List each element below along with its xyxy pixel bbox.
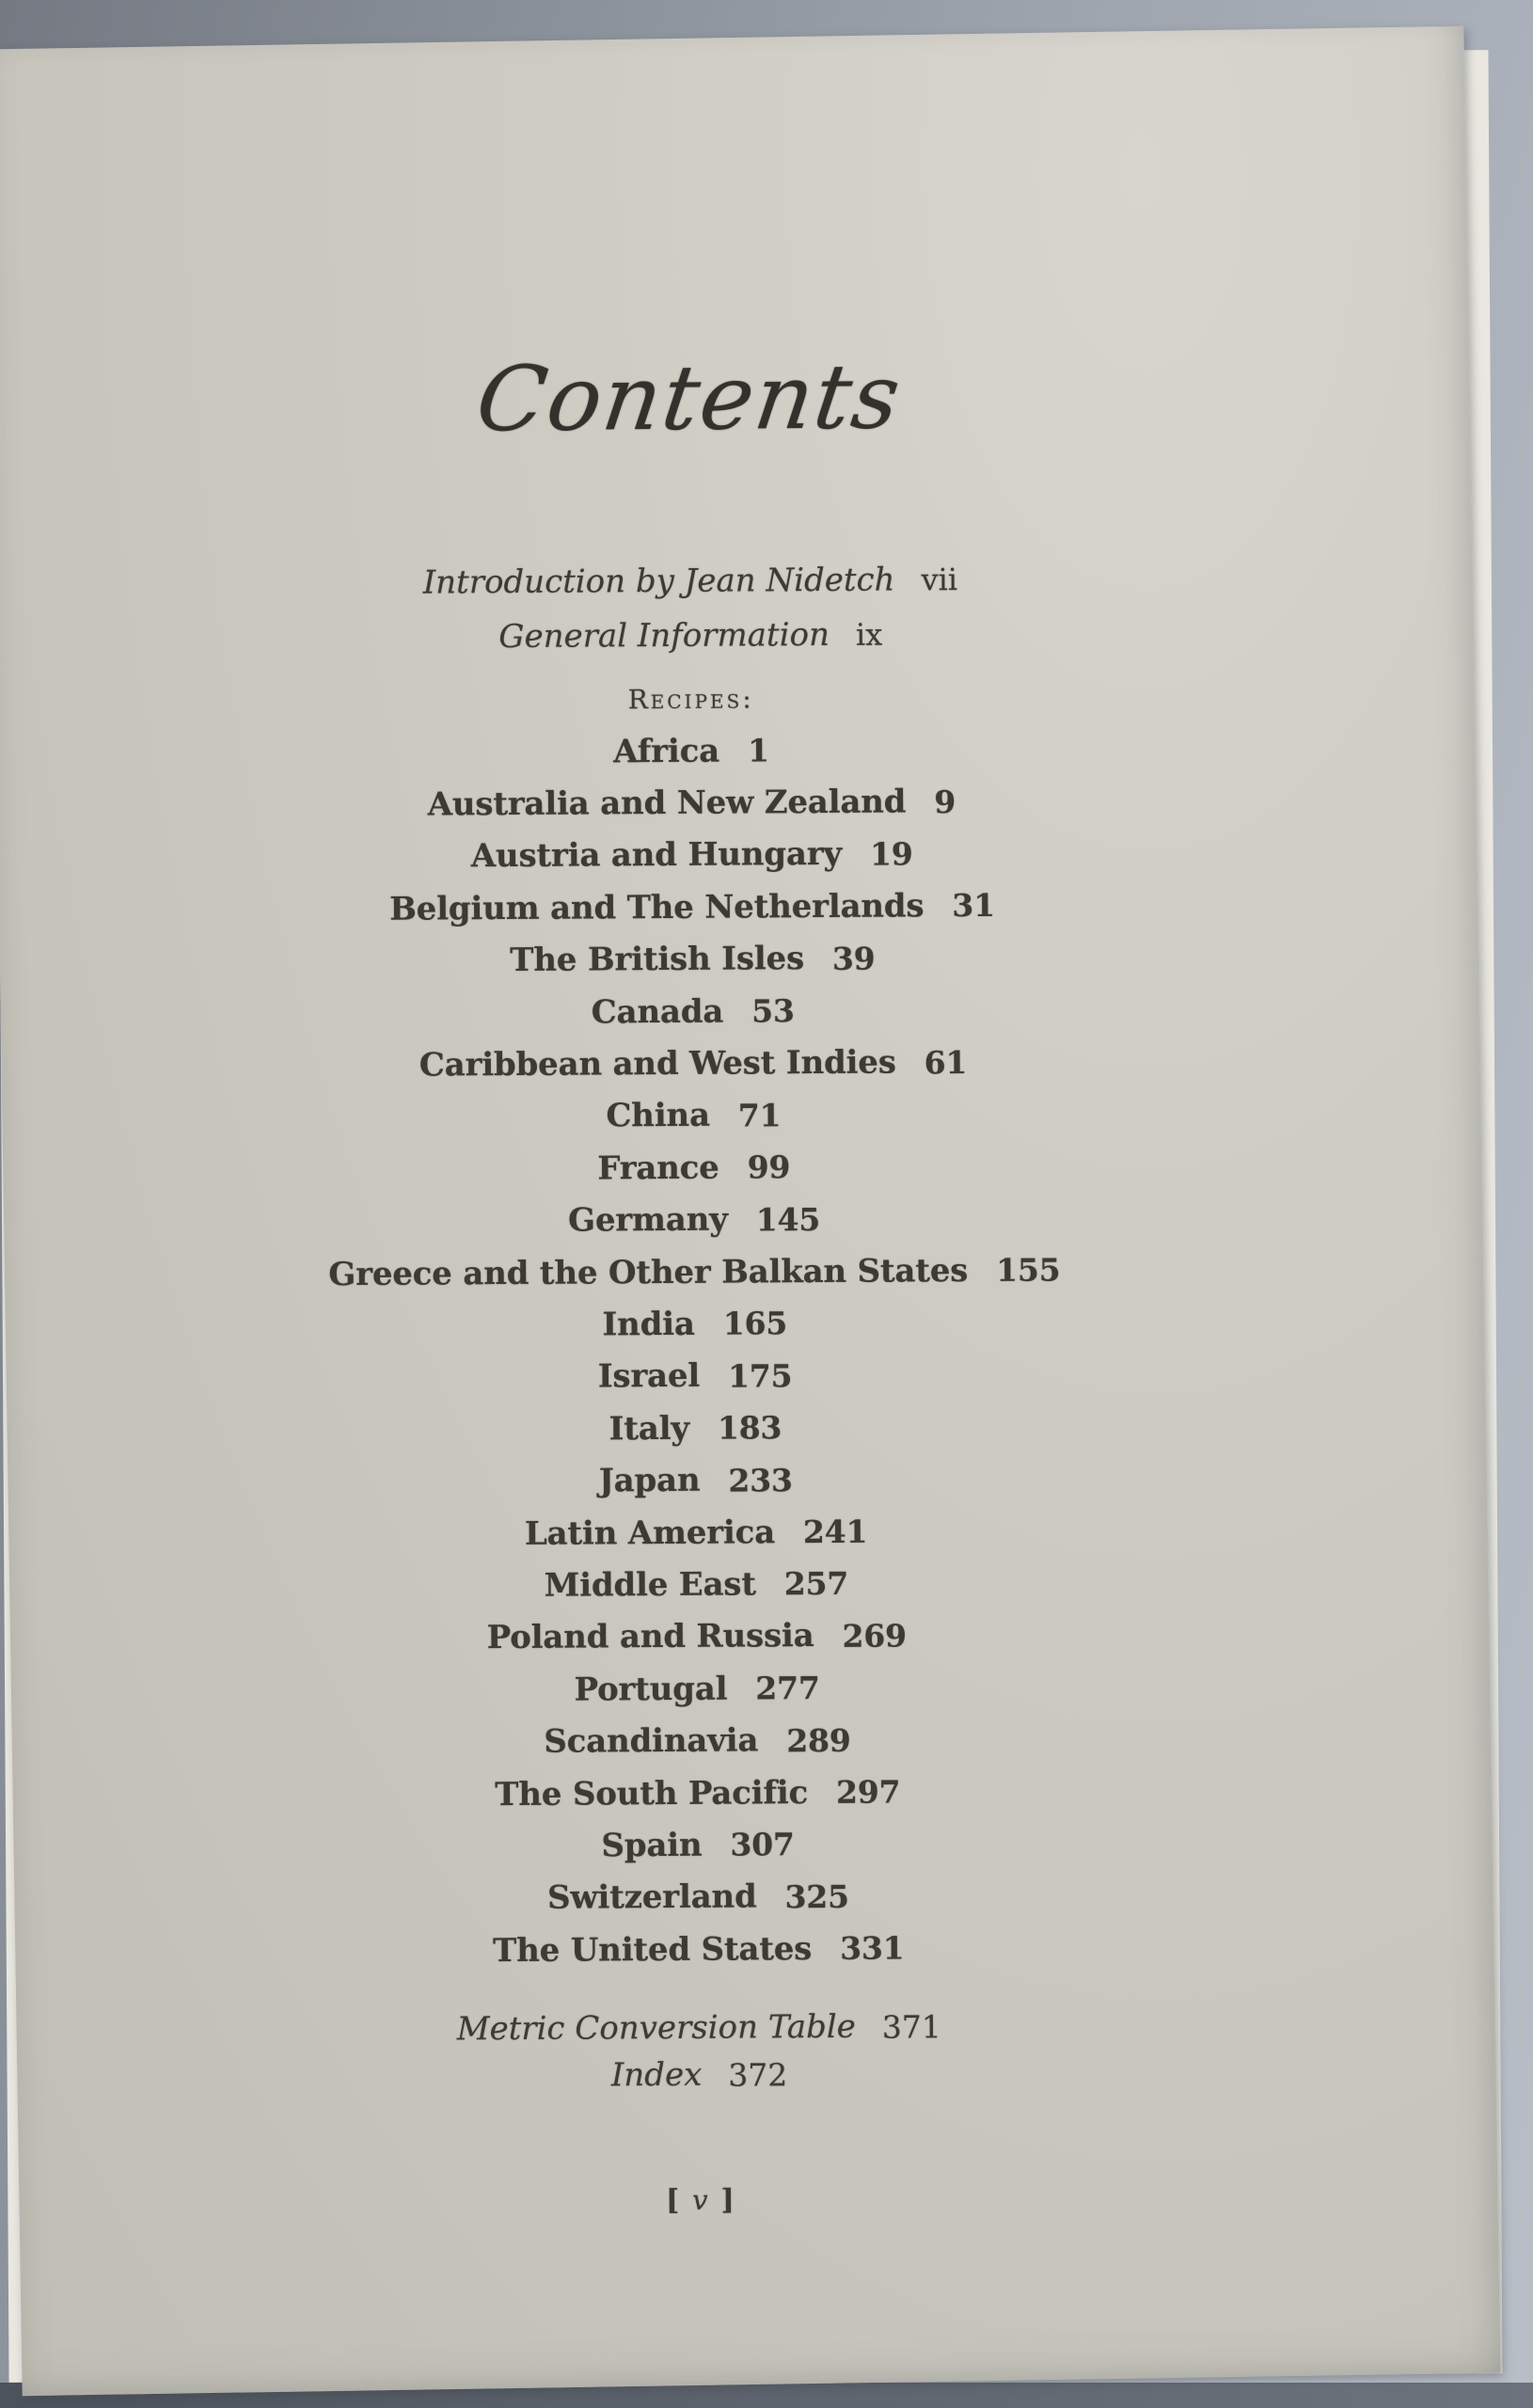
toc-entry (0, 1502, 1484, 1564)
toc-entry-page-number: 175 (727, 1357, 793, 1395)
toc-entry-label: Australia and New Zealand (427, 783, 907, 824)
toc-entry-page-number: 277 (755, 1670, 820, 1707)
toc-entry-page-number: 289 (786, 1721, 851, 1759)
toc-entry (0, 2047, 1488, 2103)
toc-entry-label: Scandinavia (544, 1721, 759, 1761)
toc-entry-label: Middle East (544, 1565, 756, 1605)
toc-entry-page-number: 61 (924, 1043, 968, 1081)
toc-entry-page-number: 257 (783, 1565, 849, 1603)
recipes-heading: Recipes: (627, 683, 754, 716)
toc-entry (0, 1710, 1486, 1772)
toc-entry (0, 824, 1480, 886)
toc-entry (0, 1085, 1482, 1147)
folio-close-bracket: ] (720, 2183, 735, 2217)
toc-entry (0, 1137, 1482, 1199)
toc-entry-page-number: 31 (952, 887, 996, 925)
toc-entry-page-number: 155 (996, 1251, 1061, 1289)
toc-entry-page-number: 269 (842, 1617, 907, 1655)
toc-entry-label: Poland and Russia (486, 1617, 814, 1657)
toc-entry-page-number: 53 (751, 992, 795, 1030)
toc-entry (0, 772, 1480, 834)
toc-entry-page-number: 165 (722, 1305, 788, 1343)
toc-entry-page-number: 297 (835, 1773, 901, 1811)
toc-entry-label: The British Isles (510, 940, 805, 980)
toc-entry-label: Belgium and The Netherlands (389, 887, 925, 928)
toc-entry-label: Index (610, 2055, 703, 2095)
toc-entry-page-number: vii (921, 562, 958, 598)
toc-entry (0, 1814, 1486, 1877)
toc-entry-page-number: 331 (840, 1929, 905, 1968)
toc-entry-label: Caribbean and West Indies (419, 1043, 896, 1085)
toc-entry-label: The South Pacific (495, 1773, 809, 1814)
toc-entry (0, 1658, 1485, 1720)
toc-entry-page-number: 99 (747, 1149, 791, 1186)
toc-entry-label: China (606, 1097, 710, 1135)
back-matter-list (0, 2000, 1488, 2103)
toc-entry (0, 877, 1480, 939)
toc-entry (0, 1762, 1486, 1824)
page-content (0, 34, 1490, 2390)
toc-entry (0, 604, 1478, 668)
toc-entry (0, 1033, 1481, 1095)
toc-entry-page-number: 1 (747, 732, 769, 769)
toc-entry-page-number: 241 (802, 1513, 868, 1551)
toc-entry-label: Spain (601, 1826, 703, 1865)
toc-entry-label: Introduction by Jean Nidetch (422, 561, 895, 602)
toc-entry (0, 928, 1481, 990)
toc-entry-label: The United States (492, 1929, 813, 1970)
toc-entry (0, 981, 1481, 1043)
toc-entry-label: France (597, 1149, 719, 1188)
toc-entry-label: Germany (567, 1200, 728, 1240)
toc-entry-label: Japan (598, 1461, 701, 1500)
toc-entry-page-number: 183 (717, 1409, 782, 1447)
front-matter-list (0, 549, 1478, 668)
toc-entry-label: India (602, 1305, 695, 1344)
toc-entry-page-number: 307 (730, 1826, 795, 1863)
toc-entry-page-number: 71 (737, 1097, 782, 1134)
toc-entry-label: Latin America (524, 1513, 776, 1553)
toc-entry (0, 1866, 1487, 1928)
toc-entry (0, 549, 1478, 613)
toc-entry-label: Metric Conversion Table (456, 2007, 856, 2049)
toc-entry-page-number: ix (855, 616, 883, 653)
toc-entry-label: Israel (597, 1357, 701, 1396)
toc-entry-page-number: 372 (728, 2055, 788, 2094)
toc-entry (0, 1450, 1484, 1512)
toc-entry-label: Austria and Hungary (470, 835, 843, 876)
toc-entry-page-number: 371 (881, 2007, 941, 2046)
toc-entry (0, 1919, 1487, 1981)
toc-entry (0, 1293, 1483, 1355)
recipes-list (0, 721, 1487, 1981)
toc-entry-label: Italy (608, 1409, 690, 1449)
toc-entry (0, 1345, 1483, 1407)
toc-entry-label: General Information (498, 615, 830, 657)
toc-entry-label: Africa (613, 732, 720, 771)
toc-entry-page-number: 9 (934, 783, 956, 820)
toc-entry-label: Switzerland (546, 1877, 757, 1918)
toc-entry (0, 1554, 1485, 1616)
toc-entry-page-number: 233 (728, 1461, 793, 1499)
toc-entry-label: Greece and the Other Balkan States (328, 1251, 969, 1293)
toc-entry (0, 721, 1479, 783)
toc-entry (0, 1398, 1484, 1460)
toc-entry-page-number: 145 (755, 1200, 821, 1239)
toc-entry (0, 1242, 1483, 1304)
book-page (0, 26, 1500, 2396)
toc-entry-label: Canada (591, 992, 724, 1032)
toc-entry-page-number: 325 (784, 1877, 849, 1916)
toc-entry-page-number: 19 (869, 835, 913, 873)
toc-entry-page-number: 39 (831, 940, 876, 977)
toc-entry (0, 1189, 1482, 1251)
toc-entry (0, 1606, 1485, 1668)
folio-open-bracket: [ (665, 2183, 680, 2217)
folio-numeral: v (692, 2183, 708, 2216)
page-title: Contents (470, 345, 908, 452)
page-number-folio (0, 2171, 1489, 2229)
toc-entry-label: Portugal (574, 1670, 728, 1709)
